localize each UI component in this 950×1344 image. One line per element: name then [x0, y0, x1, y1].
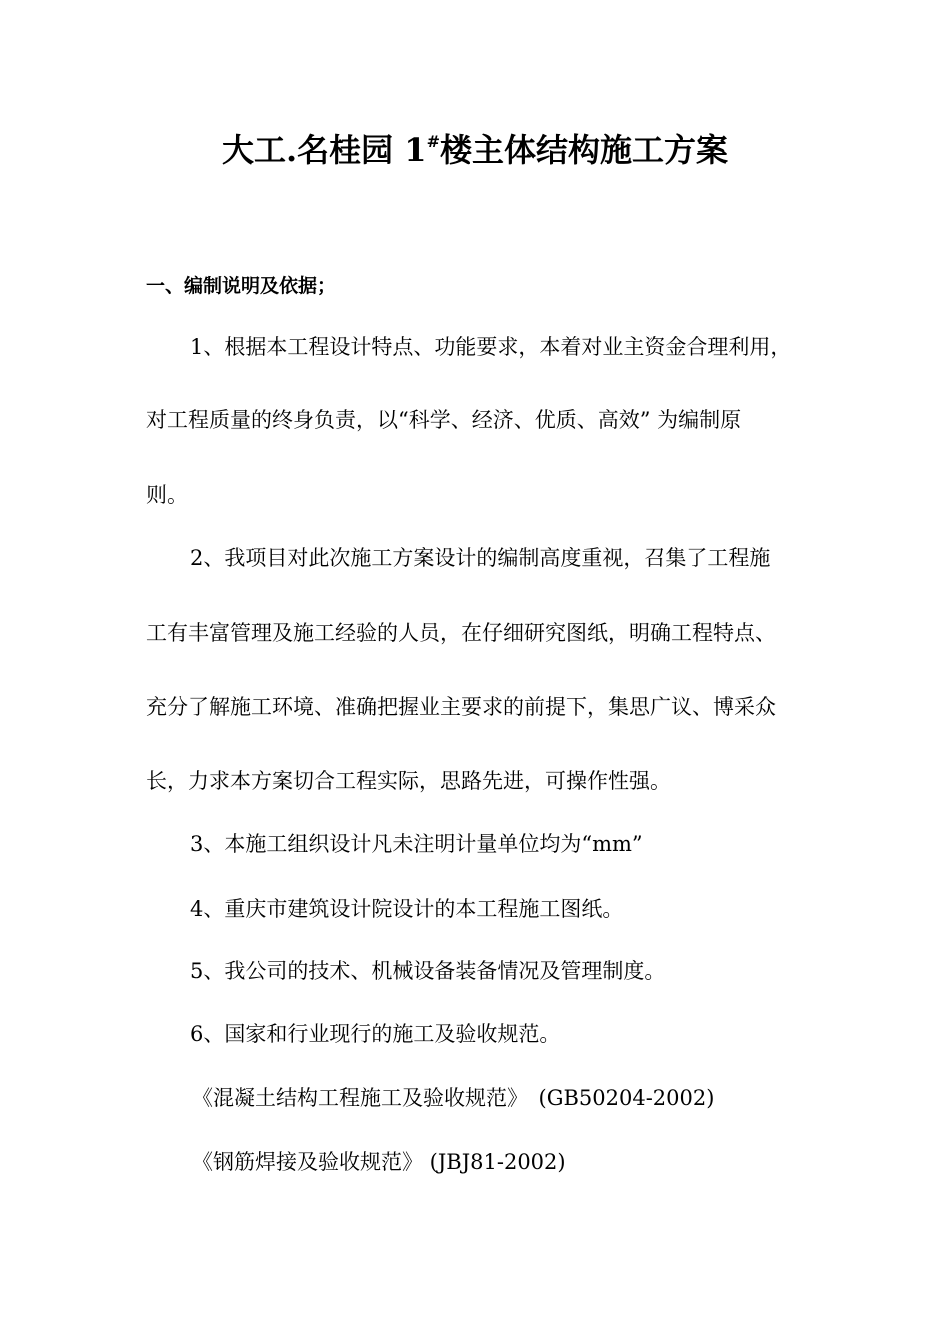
title-main: 大工.名桂园 1	[222, 131, 427, 169]
paragraph-1-line-3: 则。	[146, 483, 188, 507]
paragraph-2-line-4: 长，力求本方案切合工程实际，思路先进，可操作性强。	[146, 769, 671, 793]
paragraph-4: 4、重庆市建筑设计院设计的本工程施工图纸。	[190, 897, 624, 921]
document-title	[0, 128, 950, 172]
paragraph-1-line-1: 1、根据本工程设计特点、功能要求，本着对业主资金合理利用，	[190, 335, 792, 359]
reference-standard-2: 《钢筋焊接及验收规范》 (JBJ81-2002)	[192, 1150, 566, 1174]
title-rest: 楼主体结构施工方案	[439, 131, 728, 169]
paragraph-6: 6、国家和行业现行的施工及验收规范。	[190, 1022, 561, 1046]
paragraph-2-line-3: 充分了解施工环境、准确把握业主要求的前提下，集思广议、博采众	[146, 695, 776, 719]
paragraph-1-line-2: 对工程质量的终身负责，以“科学、经济、优质、高效” 为编制原	[146, 408, 742, 432]
reference-standard-1: 《混凝土结构工程施工及验收规范》 (GB50204-2002)	[192, 1086, 715, 1110]
paragraph-5: 5、我公司的技术、机械设备装备情况及管理制度。	[190, 959, 666, 983]
paragraph-2-line-1: 2、我项目对此次施工方案设计的编制高度重视，召集了工程施	[190, 546, 771, 570]
title-superscript: #	[426, 132, 440, 151]
section-heading: 一、编制说明及依据；	[146, 275, 337, 297]
paragraph-3: 3、本施工组织设计凡未注明计量单位均为“mm”	[190, 832, 643, 856]
paragraph-2-line-2: 工有丰富管理及施工经验的人员，在仔细研究图纸，明确工程特点、	[146, 621, 776, 645]
